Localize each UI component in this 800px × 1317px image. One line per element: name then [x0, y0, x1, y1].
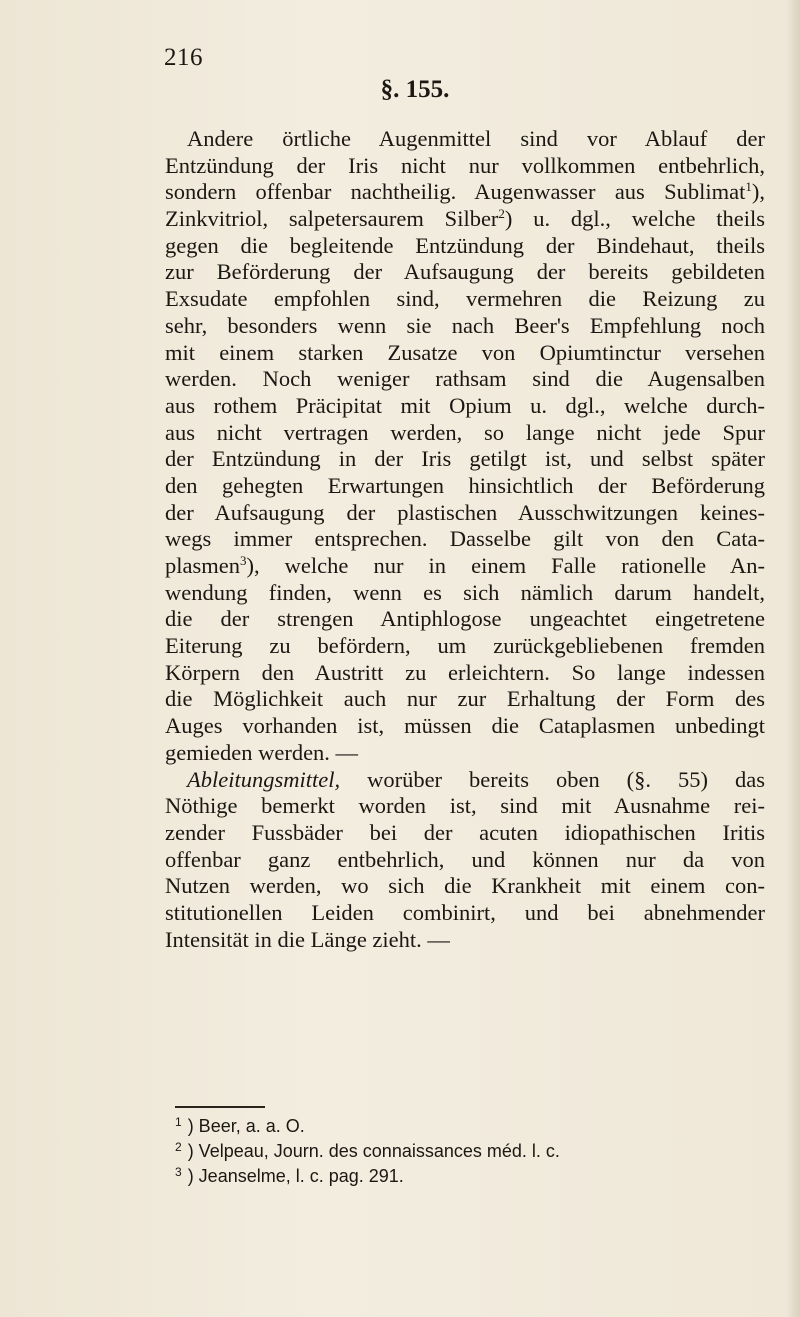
text-segment: den gehegten Erwartungen hinsichtlich der Beförderung — [165, 472, 765, 498]
text-line — [165, 500, 765, 527]
text-line — [165, 686, 765, 713]
footnote — [175, 1114, 735, 1139]
text-line — [165, 660, 765, 687]
text-line — [165, 847, 765, 874]
text-segment: Zinkvitriol, salpetersaurem Silber — [165, 206, 499, 232]
text-line — [165, 340, 765, 367]
text-line — [165, 259, 765, 286]
text-segment: Entzündung der Iris nicht nur vollkommen entbehrlich, — [165, 152, 765, 178]
footnote — [175, 1139, 735, 1164]
text-line — [165, 820, 765, 847]
text-line — [165, 126, 765, 153]
text-segment: die der strengen Antiphlogose ungeachtet eingetretene — [165, 606, 765, 632]
text-segment: die Möglichkeit auch nur zur Erhaltung der Form des — [165, 686, 765, 712]
body-text — [165, 126, 765, 953]
text-segment: stitutionellen Leiden combinirt, und bei abnehmender — [165, 899, 765, 925]
text-segment: ), — [751, 179, 765, 205]
text-segment: Nutzen werden, wo sich die Krankheit mit einem con- — [165, 873, 765, 899]
text-segment: gegen die begleitende Entzündung der Bindehaut, theils — [165, 232, 765, 258]
text-segment: aus nicht vertragen werden, so lange nicht jede Spur — [165, 419, 765, 445]
text-line — [165, 526, 765, 553]
text-line — [165, 900, 765, 927]
footnote-marker: 1 — [745, 179, 752, 195]
text-line — [165, 553, 765, 580]
footnote-marker: 3 — [239, 553, 247, 568]
text-segment: Intensität in die Länge zieht. — — [165, 926, 450, 952]
footnote — [175, 1164, 735, 1189]
text-segment: sehr, besonders wenn sie nach Beer's Empfehlung noch — [165, 312, 765, 338]
text-segment: wegs immer entsprechen. Dasselbe gilt von den Cata- — [165, 526, 765, 552]
text-line — [165, 793, 765, 820]
text-segment: zur Beförderung der Aufsaugung der bereits gebildeten — [165, 259, 765, 285]
section-heading: §. 155. — [380, 76, 450, 103]
footnote-number: 2 — [175, 1140, 182, 1154]
footnote-text: ) Jeanselme, l. c. pag. 291. — [187, 1166, 404, 1186]
text-segment: zender Fussbäder bei der acuten idiopathischen Iritis — [165, 819, 765, 845]
text-line — [165, 286, 765, 313]
text-segment: Ableitungsmittel, — [187, 766, 341, 792]
page-number: 216 — [164, 44, 203, 71]
text-line — [165, 580, 765, 607]
text-line — [165, 233, 765, 260]
footnote-text: ) Velpeau, Journ. des connaissances méd. l. c. — [187, 1141, 560, 1161]
text-line — [165, 473, 765, 500]
text-segment: ), welche nur in einem Falle rationelle An- — [246, 553, 765, 578]
text-line — [165, 366, 765, 393]
text-segment: ) u. dgl., welche theils — [504, 206, 765, 232]
text-segment: sondern offenbar nachtheilig. Augenwasser aus Sublimat — [165, 179, 746, 205]
text-line — [165, 393, 765, 420]
text-line — [165, 606, 765, 633]
text-line — [165, 633, 765, 660]
text-line — [165, 446, 765, 473]
text-line — [165, 179, 765, 206]
text-line — [165, 153, 765, 180]
footnotes — [175, 1114, 735, 1189]
text-segment: Andere örtliche Augenmittel sind vor Ablauf der — [187, 126, 765, 151]
text-segment: mit einem starken Zusatze von Opiumtinctur versehen — [165, 339, 765, 365]
text-segment: Nöthige bemerkt worden ist, sind mit Ausnahme rei- — [165, 793, 765, 819]
text-segment: werden. Noch weniger rathsam sind die Augensalben — [165, 366, 765, 392]
footnote-number: 1 — [175, 1115, 182, 1129]
text-segment: worüber bereits oben (§. 55) das — [340, 766, 765, 792]
text-segment: aus rothem Präcipitat mit Opium u. dgl., welche durch- — [165, 392, 765, 418]
page-edge-shadow — [786, 0, 800, 1317]
text-line — [165, 873, 765, 900]
text-line — [165, 713, 765, 740]
footnote-number: 3 — [175, 1165, 182, 1179]
text-segment: gemieden werden. — — [165, 739, 359, 765]
text-segment: plasmen — [165, 553, 240, 578]
footnote-rule — [175, 1106, 265, 1108]
text-line — [165, 927, 765, 954]
text-line — [165, 206, 765, 233]
text-segment: Körpern den Austritt zu erleichtern. So lange indessen — [165, 659, 765, 685]
text-segment: wendung finden, wenn es sich nämlich darum handelt, — [165, 579, 765, 605]
text-line — [165, 767, 765, 794]
text-segment: der Entzündung in der Iris getilgt ist, und selbst später — [165, 446, 765, 472]
text-segment: offenbar ganz entbehrlich, und können nur da von — [165, 846, 765, 872]
text-line — [165, 313, 765, 340]
text-segment: Exsudate empfohlen sind, vermehren die Reizung zu — [165, 286, 765, 312]
footnote-text: ) Beer, a. a. O. — [187, 1116, 305, 1136]
text-line — [165, 740, 765, 767]
text-segment: der Aufsaugung der plastischen Ausschwitzungen keines- — [165, 499, 765, 525]
text-segment: Auges vorhanden ist, müssen die Cataplasmen unbedingt — [165, 713, 765, 739]
text-line — [165, 420, 765, 447]
text-segment: Eiterung zu befördern, um zurückgebliebenen fremden — [165, 633, 765, 659]
footnote-marker: 2 — [498, 206, 505, 222]
